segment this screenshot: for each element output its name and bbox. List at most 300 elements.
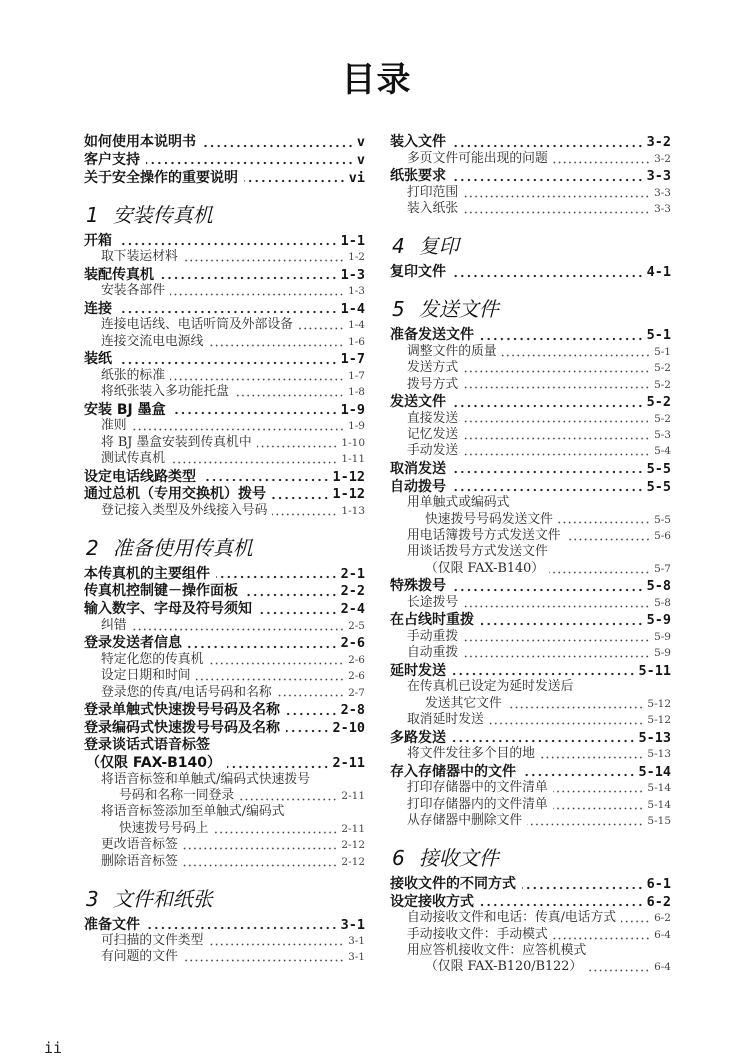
- dot-leader: [587, 959, 650, 975]
- page-number: 5-14: [647, 798, 671, 811]
- toc-subentry: [390, 443, 671, 459]
- page-number-footer: ii: [44, 1039, 63, 1057]
- toc-entry: [84, 601, 365, 618]
- page-number: 1-7: [348, 369, 365, 382]
- dot-leader: [549, 561, 650, 577]
- entry-label: 取下装运材料: [101, 249, 178, 265]
- toc-subentry-continuation: [390, 696, 671, 712]
- toc-subentry: [84, 949, 365, 965]
- page-number: 2-12: [341, 839, 365, 852]
- entry-label: 准备文件: [84, 916, 140, 933]
- dot-leader: [452, 479, 644, 496]
- dot-leader: [463, 185, 650, 201]
- entry-label: 将语音标签添加至单触式/编码式: [101, 804, 285, 820]
- dot-leader: [170, 283, 344, 299]
- dot-leader: [258, 601, 338, 618]
- dot-leader: [216, 566, 338, 583]
- toc-entry: [390, 479, 671, 496]
- entry-label: 用电话簿拨号方式发送文件: [407, 527, 561, 543]
- page-number: 1-9: [348, 420, 365, 433]
- toc-entry: [390, 730, 671, 747]
- page-number: v: [356, 134, 365, 151]
- entry-label: 发送文件: [390, 394, 446, 411]
- toc-subentry: [390, 927, 671, 943]
- section-title: 接收文件: [418, 846, 499, 871]
- toc-subentry: [390, 595, 671, 611]
- section-number: 2: [86, 535, 99, 560]
- dot-leader: [463, 629, 650, 645]
- page-number: 3-3: [646, 168, 671, 185]
- dot-leader: [196, 668, 345, 684]
- toc-subentry: [390, 151, 671, 167]
- entry-label: 将纸张装入多功能托盘: [101, 384, 229, 400]
- page-number: 3-1: [348, 935, 365, 948]
- toc-entry: [84, 737, 365, 754]
- page-title: 目录: [341, 60, 412, 100]
- page-number: 5-5: [654, 513, 671, 526]
- dot-leader: [257, 435, 338, 451]
- toc-subentry: [390, 528, 671, 544]
- toc-subentry: [390, 746, 671, 762]
- entry-label: 登录单触式快速拨号号码及名称: [84, 702, 280, 719]
- toc-entry: [84, 583, 365, 600]
- dot-leader: [507, 696, 644, 712]
- entry-label: 取消发送: [390, 460, 446, 477]
- page-number: v: [356, 151, 365, 168]
- entry-label: 可扫描的文件类型: [101, 933, 204, 949]
- toc-subentry: [84, 933, 365, 949]
- entry-label: 装配传真机: [84, 266, 154, 283]
- page-number: 2-1: [340, 565, 365, 582]
- toc-subentry: [84, 668, 365, 684]
- toc-subentry: [390, 943, 671, 959]
- page-number: 2-11: [341, 822, 365, 835]
- page-number: 5-5: [646, 460, 671, 477]
- dot-leader: [272, 486, 329, 503]
- toc-subentry: [390, 629, 671, 645]
- section-heading: [84, 886, 365, 912]
- dot-leader: [463, 360, 650, 376]
- dot-leader: [286, 702, 338, 719]
- page-number: 1-13: [341, 504, 365, 517]
- section-title: 安装传真机: [112, 202, 213, 227]
- toc-subentry: [84, 652, 365, 668]
- entry-label: 延时发送: [390, 662, 446, 679]
- page-number: 3-1: [340, 916, 365, 933]
- dot-leader: [463, 427, 650, 443]
- dot-leader: [553, 927, 650, 943]
- dot-leader: [452, 461, 644, 478]
- page-number: 5-2: [654, 362, 671, 375]
- toc-entry: [84, 702, 365, 719]
- dot-leader: [244, 170, 346, 187]
- dot-leader: [502, 344, 651, 360]
- entry-label: 用单触式或编码式: [407, 495, 510, 511]
- toc-subentry: [390, 201, 671, 217]
- entry-label: 准则: [101, 418, 127, 434]
- toc-subentry: [390, 411, 671, 427]
- dot-leader: [277, 685, 344, 701]
- dot-leader: [452, 578, 644, 595]
- dot-leader: [463, 201, 650, 217]
- page-number: 5-6: [654, 529, 671, 542]
- toc-entry: [390, 327, 671, 344]
- entry-label: （仅限 FAX-B140）: [86, 755, 222, 772]
- page-number: 2-4: [340, 601, 365, 618]
- page-number: 5-14: [647, 782, 671, 795]
- entry-label: 测试传真机: [101, 451, 165, 467]
- entry-label: 将文件发往多个目的地: [407, 746, 535, 762]
- page-number: 5-9: [646, 612, 671, 629]
- dot-leader: [132, 618, 344, 634]
- entry-label: 安装各部件: [101, 283, 165, 299]
- section-number: 6: [392, 846, 405, 871]
- toc-subentry: [390, 544, 671, 560]
- dot-leader: [118, 233, 338, 250]
- page-number: 5-8: [654, 596, 671, 609]
- toc-subentry: [84, 249, 365, 265]
- toc-subentry: [390, 712, 671, 728]
- toc-entry: [390, 876, 671, 893]
- page-number: 1-7: [340, 351, 365, 368]
- toc-entry: [390, 134, 671, 151]
- toc-entry: [84, 469, 365, 486]
- dot-leader: [452, 663, 635, 680]
- page-number: 5-11: [638, 662, 671, 679]
- page-number: 3-3: [654, 186, 671, 199]
- toc-subentry: [390, 679, 671, 695]
- page-number: 5-1: [646, 327, 671, 344]
- entry-label: 连接交流电电源线: [101, 333, 204, 349]
- toc-subentry: [84, 837, 365, 853]
- entry-label: 自动拨号: [390, 478, 446, 495]
- dot-leader: [132, 418, 344, 434]
- page-number: 4-1: [646, 264, 671, 281]
- entry-label: 快速拨号号码发送文件: [425, 511, 553, 527]
- dot-leader: [452, 264, 644, 281]
- entry-label: 安装 BJ 墨盒: [84, 401, 166, 418]
- dot-leader: [463, 411, 650, 427]
- dot-leader: [540, 746, 643, 762]
- section-number: 3: [86, 886, 99, 911]
- entry-label: 准备发送文件: [390, 327, 474, 344]
- dot-leader: [183, 837, 338, 853]
- entry-label: 设定电话线路类型: [84, 468, 196, 485]
- entry-label: 登录您的传真/电话号码和名称: [101, 684, 272, 700]
- dot-leader: [183, 949, 344, 965]
- page-number: 2-7: [348, 686, 365, 699]
- entry-label: 本传真机的主要组件: [84, 565, 210, 582]
- entry-label: 在占线时重拨: [390, 612, 474, 629]
- entry-label: 登录编码式快速拨号号码及名称: [84, 719, 280, 736]
- dot-leader: [214, 821, 338, 837]
- page-number: 1-3: [340, 266, 365, 283]
- page-number: 2-11: [341, 790, 365, 803]
- entry-label: 复印文件: [390, 264, 446, 281]
- page-number: 1-11: [341, 453, 365, 466]
- dot-leader: [553, 151, 650, 167]
- entry-label: 装入纸张: [407, 201, 459, 217]
- toc-subentry: [84, 317, 365, 333]
- entry-label: 装纸: [84, 351, 112, 368]
- entry-label: 客户支持: [84, 151, 140, 168]
- toc-entry: [84, 635, 365, 652]
- entry-label: 设定接收方式: [390, 893, 474, 910]
- dot-leader: [522, 764, 635, 781]
- entry-label: 登录谈话式语音标签: [84, 737, 210, 754]
- dot-leader: [452, 134, 644, 151]
- dot-leader: [452, 394, 644, 411]
- entry-label: 传真机控制键－操作面板: [84, 583, 238, 600]
- toc-subentry: [84, 772, 365, 788]
- toc-subentry: [390, 360, 671, 376]
- dot-leader: [558, 512, 650, 528]
- entry-label: 特殊拨号: [390, 578, 446, 595]
- dot-leader: [118, 301, 338, 318]
- page-number: 1-9: [340, 401, 365, 418]
- page-number: 5-2: [654, 412, 671, 425]
- entry-label: 自动重拨: [407, 645, 459, 661]
- dot-leader: [272, 503, 337, 519]
- entry-label: 打印范围: [407, 184, 459, 200]
- dot-leader: [463, 645, 650, 661]
- section-title: 复印: [418, 234, 459, 259]
- section-heading: [390, 845, 671, 871]
- toc-subentry: [390, 797, 671, 813]
- toc-subentry: [84, 368, 365, 384]
- dot-leader: [170, 451, 337, 467]
- entry-label: 删除语音标签: [101, 853, 178, 869]
- page-number: 3-3: [654, 203, 671, 216]
- toc-subentry-continuation: [390, 959, 671, 975]
- section-heading: [84, 535, 365, 561]
- page-number: 5-2: [646, 394, 671, 411]
- toc-entry: [390, 663, 671, 680]
- dot-leader: [480, 327, 644, 344]
- page-number: 5-9: [654, 647, 671, 660]
- toc-subentry: [84, 418, 365, 434]
- dot-leader: [480, 894, 644, 911]
- toc-entry: [390, 264, 671, 281]
- entry-label: 从存储器中删除文件: [407, 813, 523, 829]
- page-number: 1-8: [348, 386, 365, 399]
- toc-subentry: [84, 503, 365, 519]
- dot-leader: [234, 384, 344, 400]
- toc-subentry: [390, 645, 671, 661]
- dot-leader: [553, 797, 644, 813]
- entry-label: 登录发送者信息: [84, 635, 182, 652]
- page-number: 2-12: [341, 855, 365, 868]
- entry-label: 有问题的文件: [101, 949, 178, 965]
- toc-entry: [84, 267, 365, 284]
- dot-leader: [208, 652, 344, 668]
- page-number: vi: [348, 169, 365, 186]
- toc-entry: [84, 566, 365, 583]
- toc-subentry: [390, 185, 671, 201]
- toc-column-right: [390, 133, 671, 976]
- toc-entry: [84, 720, 365, 737]
- page-number: 5-7: [654, 562, 671, 575]
- entry-label: 将语音标签和单触式/编码式快速拨号: [101, 771, 311, 787]
- entry-label: 用谈话拨号方式发送文件: [407, 544, 548, 560]
- page-number: 3-1: [348, 951, 365, 964]
- toc-subentry: [84, 334, 365, 350]
- page-number: 5-13: [638, 729, 671, 746]
- toc-entry: [390, 168, 671, 185]
- entry-label: 纠错: [101, 617, 127, 633]
- entry-label: 发送方式: [407, 360, 459, 376]
- entry-label: 连接: [84, 300, 112, 317]
- page-number: 1-2: [348, 251, 365, 264]
- toc-subentry: [84, 435, 365, 451]
- dot-leader: [208, 933, 344, 949]
- toc-subentry: [390, 495, 671, 511]
- toc-entry: [84, 134, 365, 151]
- page-number: 2-6: [348, 653, 365, 666]
- page-number: 2-2: [340, 583, 365, 600]
- dot-leader: [621, 910, 650, 926]
- dot-leader: [244, 583, 338, 600]
- page-number: 6-1: [646, 876, 671, 893]
- toc-entry: [390, 394, 671, 411]
- section-title: 发送文件: [418, 297, 499, 322]
- toc-entry: [390, 461, 671, 478]
- toc-subentry: [390, 427, 671, 443]
- section-title: 文件和纸张: [112, 886, 213, 911]
- toc-subentry: [84, 283, 365, 299]
- dot-leader: [286, 720, 329, 737]
- dot-leader: [480, 612, 644, 629]
- toc-entry-continuation: [84, 755, 365, 772]
- section-number: 4: [392, 234, 405, 259]
- dot-leader: [170, 368, 344, 384]
- entry-label: 发送其它文件: [425, 695, 502, 711]
- entry-label: 快速拨号号码上: [119, 820, 209, 836]
- page-number: 3-2: [654, 152, 671, 165]
- entry-label: 打印存储器内的文件清单: [407, 796, 548, 812]
- entry-label: 特定化您的传真机: [101, 651, 204, 667]
- entry-label: 长途拨号: [407, 594, 459, 610]
- dot-leader: [202, 469, 329, 486]
- toc-entry: [84, 917, 365, 934]
- entry-label: 拨号方式: [407, 376, 459, 392]
- toc-subentry: [84, 685, 365, 701]
- toc-subentry: [84, 384, 365, 400]
- toc-entry: [84, 486, 365, 503]
- dot-leader: [118, 351, 338, 368]
- page-number: 6-4: [654, 961, 671, 974]
- dot-leader: [566, 528, 651, 544]
- page-number: 6-2: [646, 893, 671, 910]
- section-title: 准备使用传真机: [112, 535, 253, 560]
- entry-label: 通过总机（专用交换机）拨号: [84, 486, 266, 503]
- entry-label: 打印存储器中的文件清单: [407, 780, 548, 796]
- toc-entry: [84, 152, 365, 169]
- entry-label: 调整文件的质量: [407, 343, 497, 359]
- entry-label: 纸张要求: [390, 168, 446, 185]
- toc-subentry-continuation: [84, 821, 365, 837]
- toc-subentry: [390, 780, 671, 796]
- toc-entry: [84, 351, 365, 368]
- page-number: 1-3: [348, 285, 365, 298]
- entry-label: 将 BJ 墨盒安装到传真机中: [101, 434, 252, 450]
- dot-leader: [463, 377, 650, 393]
- page-number: 2-10: [332, 719, 365, 736]
- dot-leader: [172, 402, 338, 419]
- page-number: 5-14: [638, 763, 671, 780]
- dot-leader: [188, 635, 338, 652]
- page-number: 5-2: [654, 378, 671, 391]
- entry-label: 在传真机已设定为延时发送后: [407, 679, 574, 695]
- page-number: 1-4: [348, 319, 365, 332]
- entry-label: 手动发送: [407, 443, 459, 459]
- page-number: 5-13: [647, 748, 671, 761]
- entry-label: 登记接入类型及外线接入号码: [101, 502, 268, 518]
- toc-subentry-continuation: [390, 512, 671, 528]
- toc-subentry-continuation: [390, 561, 671, 577]
- page-number: 5-3: [654, 428, 671, 441]
- page-number: 5-5: [646, 478, 671, 495]
- page-number: 2-5: [348, 619, 365, 632]
- entry-label: 开箱: [84, 232, 112, 249]
- entry-label: 连接电话线、电话听筒及外部设备: [101, 317, 293, 333]
- page-number: 1-4: [340, 300, 365, 317]
- toc-subentry: [84, 854, 365, 870]
- page-number: 5-8: [646, 578, 671, 595]
- toc-subentry: [390, 910, 671, 926]
- section-number: 1: [86, 202, 99, 227]
- section-heading: [390, 296, 671, 322]
- toc-subentry: [84, 618, 365, 634]
- entry-label: 输入数字、字母及符号须知: [84, 601, 252, 618]
- section-heading: [390, 233, 671, 259]
- toc-entry: [390, 612, 671, 629]
- page-number: 1-1: [340, 232, 365, 249]
- page-number: 5-1: [654, 345, 671, 358]
- toc-subentry: [84, 451, 365, 467]
- dot-leader: [527, 813, 643, 829]
- dot-leader: [146, 152, 354, 169]
- toc-column-left: [84, 133, 365, 966]
- page-number: 1-12: [332, 468, 365, 485]
- page-number: 1-10: [341, 436, 365, 449]
- toc-entry: [84, 402, 365, 419]
- entry-label: 用应答机接收文件：应答机模式: [407, 943, 587, 958]
- toc-subentry: [390, 813, 671, 829]
- page-number: 2-6: [348, 670, 365, 683]
- toc-entry: [84, 301, 365, 318]
- page-number: 3-2: [646, 134, 671, 151]
- dot-leader: [239, 788, 337, 804]
- page-number: 2-11: [332, 755, 365, 772]
- dot-leader: [183, 249, 344, 265]
- entry-label: 号码和名称一同登录: [119, 788, 235, 804]
- toc-entry: [390, 764, 671, 781]
- entry-label: 直接发送: [407, 410, 459, 426]
- toc-subentry-continuation: [84, 788, 365, 804]
- dot-leader: [489, 712, 644, 728]
- entry-label: 接收文件的不同方式: [390, 876, 516, 893]
- dot-leader: [452, 730, 635, 747]
- page-number: 5-9: [654, 630, 671, 643]
- page-number: 1-12: [332, 486, 365, 503]
- page-number: 5-12: [647, 697, 671, 710]
- entry-label: 多路发送: [390, 729, 446, 746]
- dot-leader: [227, 755, 329, 772]
- entry-label: 自动接收文件和电话：传真/电话方式: [407, 910, 617, 926]
- toc-subentry: [390, 344, 671, 360]
- page-number: 6-2: [654, 912, 671, 925]
